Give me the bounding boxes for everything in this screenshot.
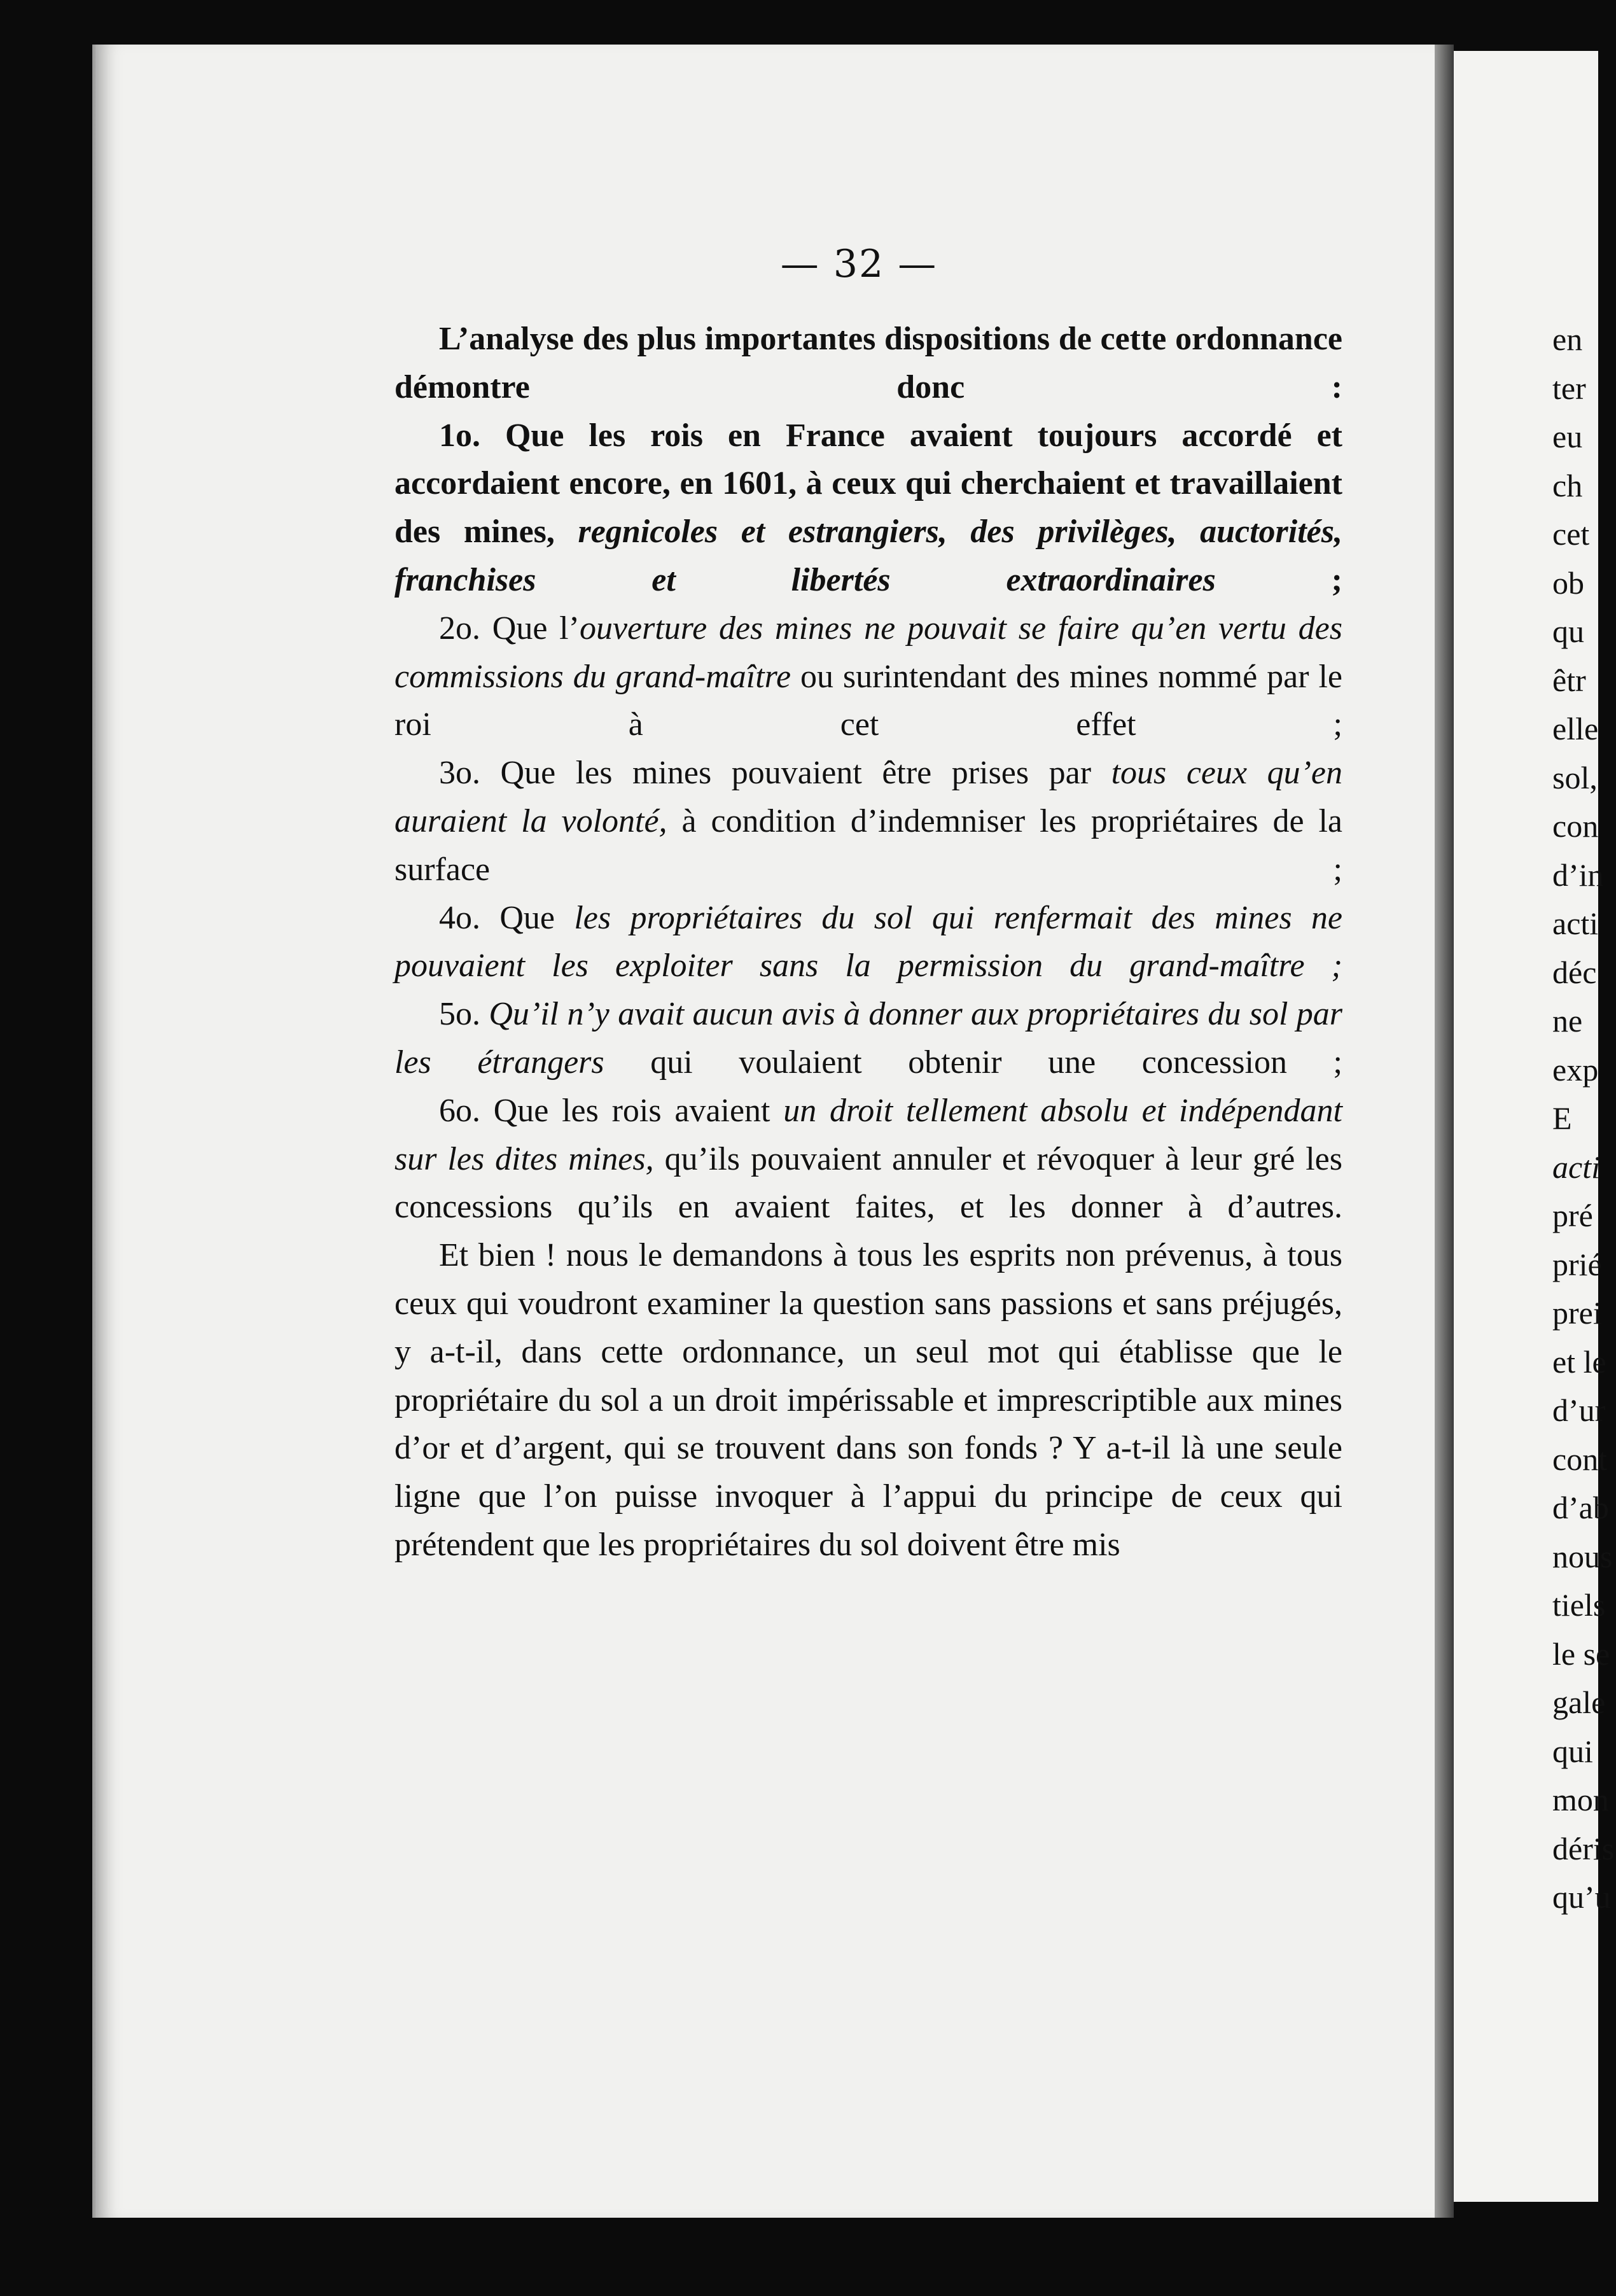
text-segment: 2o. Que l’ (439, 610, 580, 647)
paragraph-item-6 (394, 1087, 1342, 1231)
right-page-line: d’ur (1552, 1392, 1606, 1428)
text-segment: qui voulaient obtenir une concession ; (604, 1044, 1342, 1081)
right-page-line: ne (1552, 1003, 1583, 1039)
right-page-line: con (1552, 808, 1599, 844)
right-page-line: E (1552, 1100, 1572, 1136)
text-segment: 4o. Que (439, 899, 575, 936)
right-page-line: tiels (1552, 1587, 1606, 1623)
right-page-line: et le (1552, 1343, 1606, 1380)
text-segment: tous ceux qu’en auraient la volonté, (394, 755, 1342, 839)
right-page-line: exp (1552, 1051, 1599, 1088)
right-page-line: qu (1552, 613, 1584, 649)
text-segment: Et bien ! nous le demandons à tous les esprits non prévenus, à tous ceux qui voudront examiner la question sans passions et sans préjugés, y a-t-il, dans cette ordonnance, un seul mot qui établisse que le propriétaire du sol a un droit impérissable et imprescriptible aux mines d’or et d’argent, qui se trouvent dans son fonds ? Y a-t-il là une seule ligne que l’on puisse invoquer à l’appui du principe de ceux qui prétendent que les propriétaires du sol doivent être mis (394, 1237, 1342, 1563)
right-page-line: cont (1552, 1441, 1608, 1477)
text-segment: 1o. Que les rois en France avaient toujours accordé et accordaient encore, en 1601, à ceux qui cherchaient et travaillaient des mines, (394, 417, 1342, 550)
right-page-line: sol, (1552, 759, 1598, 795)
right-page-line: d’in (1552, 857, 1604, 893)
paragraph-conclusion (394, 1231, 1342, 1569)
text-segment: regnicoles et estrangiers, des privilèges, auctorités, franchises et libertés extraordinaires (394, 514, 1342, 598)
right-page-line: prei (1552, 1295, 1602, 1331)
paragraph-item-1 (394, 412, 1342, 605)
right-page-line: acti (1552, 906, 1599, 941)
text-segment: 6o. Que les rois avaient (439, 1092, 784, 1129)
right-page-line: d’ab (1552, 1490, 1609, 1525)
right-page-text (1552, 315, 1616, 1922)
right-page-line: eu (1552, 419, 1583, 454)
right-page-line: acti (1552, 1149, 1600, 1185)
text-segment: ou surintendant des mines nommé par le roi à cet effet ; (394, 658, 1342, 743)
text-segment: qu’ils pouvaient annuler et révoquer à leur gré les concessions qu’ils en avaient faites, et les donner à d’autres. (394, 1140, 1342, 1226)
right-page-line: êtr (1552, 662, 1586, 698)
right-page-line: gale (1552, 1684, 1606, 1720)
text-segment: un droit tellement absolu et indépendant sur les dites mines, (394, 1092, 1342, 1177)
text-segment: ouverture des mines ne pouvait se faire qu’en vertu des commissions du grand-maître (394, 610, 1342, 695)
right-page-line: elle (1552, 711, 1599, 746)
right-page-line: déc (1552, 954, 1597, 990)
right-page-line: ob (1552, 564, 1584, 601)
right-page-line: nous (1552, 1538, 1613, 1574)
right-page-line: qui (1552, 1733, 1593, 1769)
text-segment: les propriétaires du sol qui renfermait des mines ne pouvaient les exploiter sans la permission du grand-maître ; (394, 899, 1343, 984)
body-text (394, 315, 1342, 1569)
text-segment: 5o. (439, 996, 489, 1033)
right-page-line: en (1552, 321, 1583, 357)
paragraph-intro (394, 315, 1342, 412)
right-page-line: ter (1552, 370, 1586, 406)
text-segment: 3o. Que les mines pouvaient être prises par (439, 755, 1111, 792)
text-segment: à condition d’indemniser les propriétaires de la surface ; (394, 802, 1343, 888)
right-page-line: le se (1552, 1635, 1610, 1672)
text-segment: L’analyse des plus importantes dispositions de cette ordonnance démontre donc : (394, 321, 1342, 405)
paragraph-item-4 (394, 894, 1342, 991)
right-page-line: cet (1552, 516, 1590, 552)
book-gutter (1435, 45, 1454, 2218)
paragraph-item-5 (394, 990, 1342, 1087)
paragraph-item-3 (394, 749, 1342, 893)
page-number: — 32 — (780, 242, 938, 286)
right-page-line: pré (1552, 1198, 1593, 1233)
text-segment: Qu’il n’y avait aucun avis à donner aux propriétaires du sol par les étrangers (394, 996, 1342, 1081)
right-page-line: ch (1552, 467, 1583, 503)
text-segment: ; (1215, 561, 1342, 598)
paragraph-item-2 (394, 605, 1342, 749)
right-page-line: prié (1552, 1246, 1602, 1282)
right-page-line: mon (1552, 1782, 1609, 1817)
right-page-line: déris (1552, 1830, 1615, 1866)
right-page-line: qu’u (1552, 1879, 1611, 1915)
